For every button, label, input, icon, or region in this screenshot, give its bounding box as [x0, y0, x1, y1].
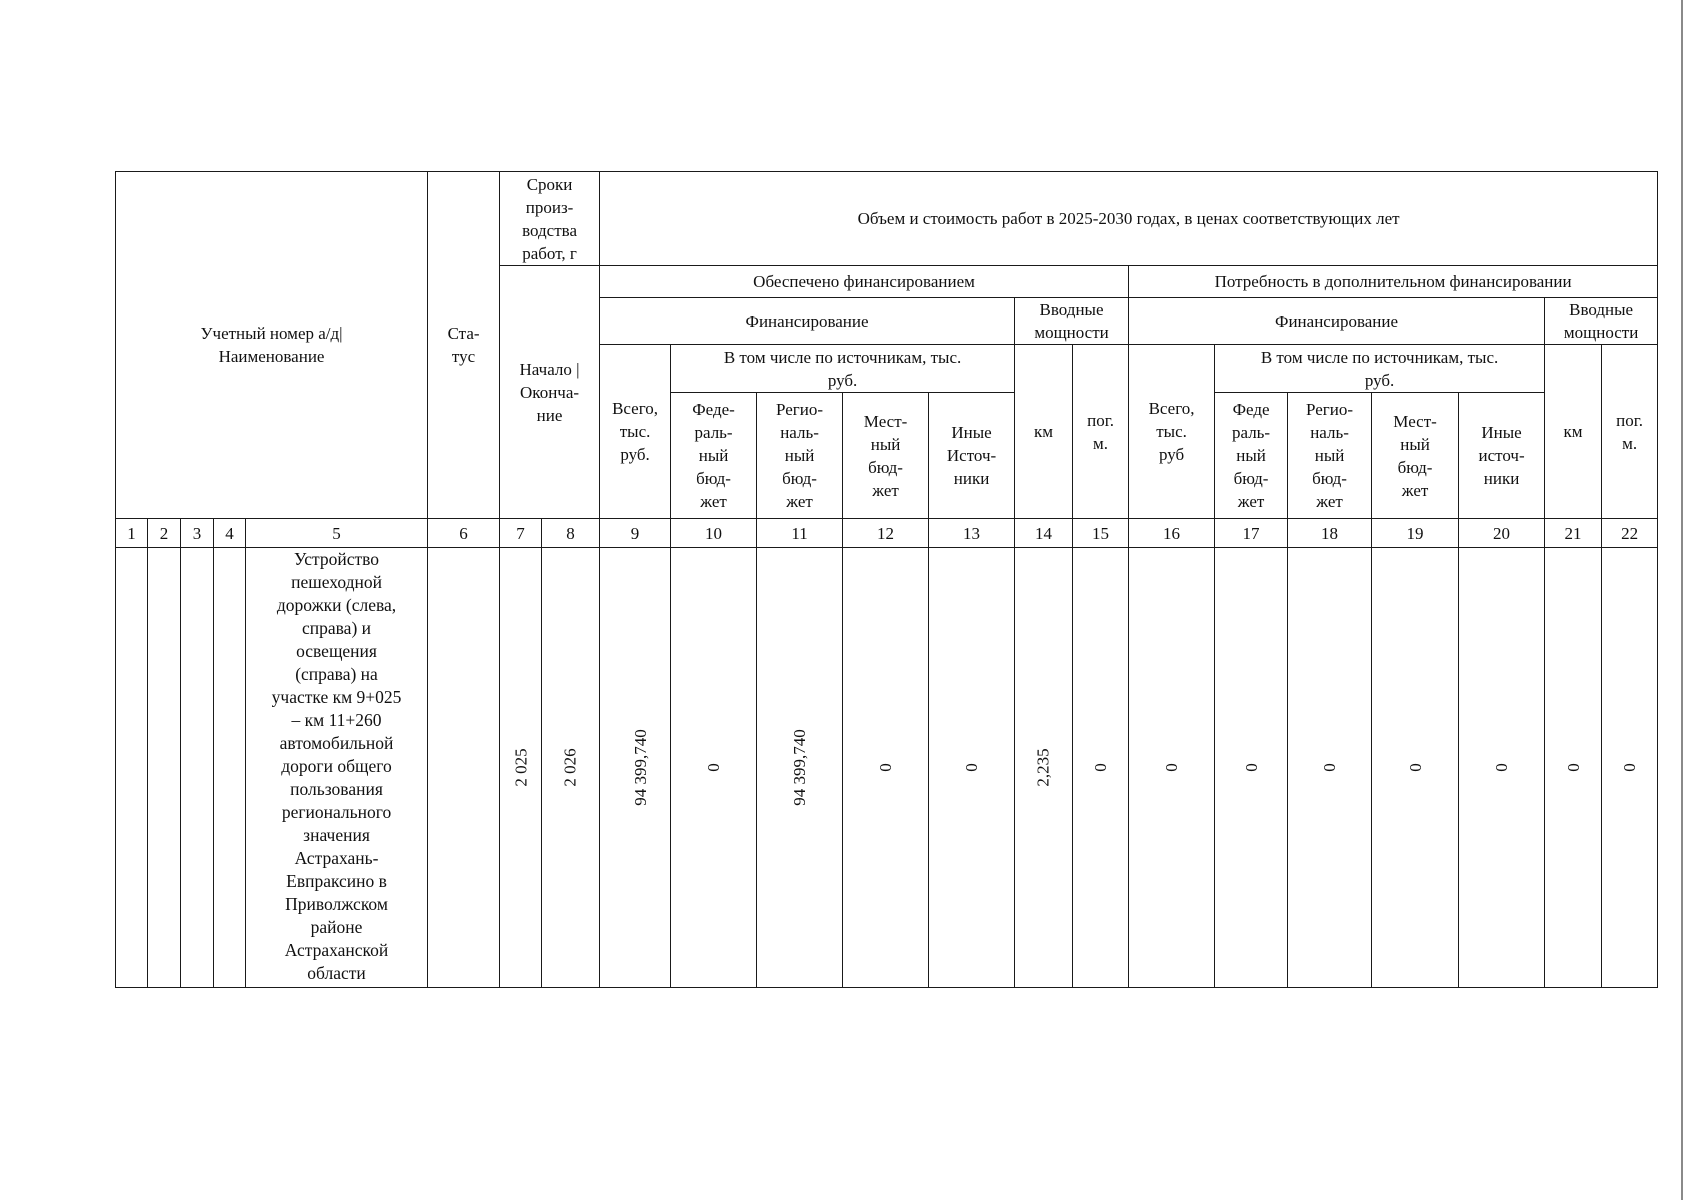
- federal-provided-value: 0: [704, 763, 724, 772]
- column-number: 6: [428, 519, 500, 548]
- header-pog-provided: [1073, 345, 1129, 519]
- column-number: 15: [1073, 519, 1129, 548]
- cell-col-4: [214, 548, 246, 988]
- column-number: 14: [1015, 519, 1073, 548]
- header-local-provided: [843, 393, 929, 519]
- column-number: 3: [181, 519, 214, 548]
- column-number: 12: [843, 519, 929, 548]
- cell-federal-need: [1215, 548, 1288, 988]
- header-km-provided-text: км: [1034, 422, 1054, 441]
- cell-other-provided: [929, 548, 1015, 988]
- header-local-need: [1372, 393, 1459, 519]
- header-period-text: Сроки произ- водства работ, г: [522, 174, 577, 263]
- end-year-value: 2 026: [561, 748, 581, 787]
- header-period-sub-text: Начало | Оконча- ние: [519, 359, 580, 425]
- cell-km-provided: [1015, 548, 1073, 988]
- header-status-text: Ста- тус: [447, 324, 480, 366]
- works-table: [115, 171, 1658, 988]
- header-regional-need-text: Регио- наль- ный бюд- жет: [1306, 400, 1354, 511]
- header-km-need-text: км: [1563, 422, 1583, 441]
- header-financing-provided: [600, 298, 1015, 345]
- federal-need-value: 0: [1241, 763, 1261, 772]
- header-commissioning-provided-text: Вводные мощности: [1034, 300, 1109, 342]
- cell-total-need: [1129, 548, 1215, 988]
- total-provided-value: 94 399,740: [630, 729, 650, 806]
- pog-need-value: 0: [1620, 763, 1640, 772]
- header-regional-need: [1288, 393, 1372, 519]
- cell-other-need: [1459, 548, 1545, 988]
- header-federal-need-text: Феде раль- ный бюд- жет: [1232, 400, 1271, 511]
- local-provided-value: 0: [876, 763, 896, 772]
- cell-col-1: [116, 548, 148, 988]
- cell-col-3: [181, 548, 214, 988]
- header-sources-need: [1215, 345, 1545, 393]
- header-period: [500, 172, 600, 266]
- cell-start-year: [500, 548, 542, 988]
- header-pog-provided-text: пог. м.: [1087, 410, 1114, 453]
- header-other-need-text: Иные источ- ники: [1478, 423, 1525, 488]
- header-need-text: Потребность в дополнительном финансировании: [1214, 272, 1572, 291]
- header-need: [1129, 266, 1658, 298]
- other-provided-value: 0: [962, 763, 982, 772]
- column-number: 13: [929, 519, 1015, 548]
- cell-end-year: [542, 548, 600, 988]
- column-number-row: [116, 519, 1658, 548]
- cell-col-2: [148, 548, 181, 988]
- cell-pog-need: [1602, 548, 1658, 988]
- header-account-name-text: Учетный номер а/д| Наименование: [200, 324, 343, 366]
- column-number: 10: [671, 519, 757, 548]
- header-other-need: [1459, 393, 1545, 519]
- column-number: 8: [542, 519, 600, 548]
- total-need-value: 0: [1162, 763, 1182, 772]
- column-number: 18: [1288, 519, 1372, 548]
- cell-regional-provided: [757, 548, 843, 988]
- page-edge: [1681, 0, 1683, 1200]
- column-number: 22: [1602, 519, 1658, 548]
- header-account-name: [116, 172, 428, 519]
- column-number: 4: [214, 519, 246, 548]
- local-need-value: 0: [1405, 763, 1425, 772]
- start-year-value: 2 025: [511, 748, 531, 787]
- column-number: 11: [757, 519, 843, 548]
- column-number: 2: [148, 519, 181, 548]
- cell-regional-need: [1288, 548, 1372, 988]
- column-number: 17: [1215, 519, 1288, 548]
- header-volume-text: Объем и стоимость работ в 2025-2030 годах, в ценах соответствующих лет: [857, 209, 1400, 228]
- column-number: 5: [246, 519, 428, 548]
- header-km-provided: [1015, 345, 1073, 519]
- column-number: 21: [1545, 519, 1602, 548]
- header-local-need-text: Мест- ный бюд- жет: [1393, 411, 1437, 500]
- header-commissioning-provided: [1015, 298, 1129, 345]
- cell-km-need: [1545, 548, 1602, 988]
- header-other-provided-text: Иные Источ- ники: [946, 423, 997, 488]
- header-financing-need-text: Финансирование: [1275, 311, 1399, 331]
- header-provided-text: Обеспечено финансированием: [753, 272, 975, 291]
- header-financing-need: [1129, 298, 1545, 345]
- cell-pog-provided: [1073, 548, 1129, 988]
- header-sources-need-text: В том числе по источникам, тыс. руб.: [1260, 347, 1499, 390]
- header-volume: [600, 172, 1658, 266]
- table-row: [116, 548, 1658, 988]
- header-commissioning-need: [1545, 298, 1658, 345]
- object-name-text: Устройство пешеходной дорожки (слева, справа) и освещения (справа) на участке км 9+025 – км 11+260 автомобильной дороги общего пользования регионального значения Астрахань- Евпраксино в Приволжском районе Астраханской области: [271, 549, 402, 983]
- header-other-provided: [929, 393, 1015, 519]
- km-need-value: 0: [1563, 763, 1583, 772]
- cell-total-provided: [600, 548, 671, 988]
- pog-provided-value: 0: [1091, 763, 1111, 772]
- header-local-provided-text: Мест- ный бюд- жет: [863, 411, 908, 500]
- header-commissioning-need-text: Вводные мощности: [1563, 300, 1639, 342]
- header-status: [428, 172, 500, 519]
- cell-local-need: [1372, 548, 1459, 988]
- header-total-need: [1129, 345, 1215, 519]
- header-total-provided: [600, 345, 671, 519]
- cell-federal-provided: [671, 548, 757, 988]
- other-need-value: 0: [1492, 763, 1512, 772]
- regional-need-value: 0: [1320, 763, 1340, 772]
- header-federal-need: [1215, 393, 1288, 519]
- column-number: 7: [500, 519, 542, 548]
- header-pog-need-text: пог. м.: [1616, 410, 1644, 453]
- cell-local-provided: [843, 548, 929, 988]
- header-federal-provided-text: Феде- раль- ный бюд- жет: [692, 400, 735, 511]
- km-provided-value: 2,235: [1034, 748, 1054, 787]
- header-period-sub: [500, 266, 600, 519]
- column-number: 1: [116, 519, 148, 548]
- cell-object-name: [246, 548, 428, 988]
- header-provided: [600, 266, 1129, 298]
- column-number: 19: [1372, 519, 1459, 548]
- header-sources-provided-text: В том числе по источникам, тыс. руб.: [723, 347, 962, 390]
- header-regional-provided: [757, 393, 843, 519]
- header-total-provided-text: Всего, тыс. руб.: [612, 399, 659, 464]
- header-pog-need: [1602, 345, 1658, 519]
- header-total-need-text: Всего, тыс. руб: [1148, 399, 1195, 464]
- cell-status: [428, 548, 500, 988]
- header-sources-provided: [671, 345, 1015, 393]
- column-number: 9: [600, 519, 671, 548]
- header-regional-provided-text: Регио- наль- ный бюд- жет: [776, 400, 824, 511]
- column-number: 20: [1459, 519, 1545, 548]
- header-km-need: [1545, 345, 1602, 519]
- header-financing-provided-text: Финансирование: [745, 311, 869, 331]
- header-federal-provided: [671, 393, 757, 519]
- column-number: 16: [1129, 519, 1215, 548]
- regional-provided-value: 94 399,740: [790, 729, 810, 806]
